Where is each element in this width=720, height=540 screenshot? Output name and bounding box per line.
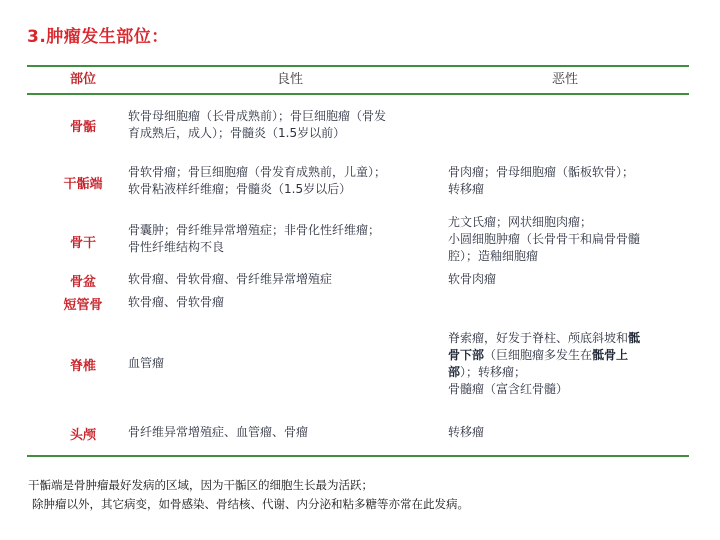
benign-cell: 软骨瘤、骨软骨瘤、骨纤维异常增殖症	[128, 272, 333, 286]
site-label: 脊椎	[69, 359, 96, 374]
header-malignant: 恶性	[552, 72, 579, 87]
site-label: 骨骺	[69, 120, 96, 135]
table-bottom-rule	[27, 455, 689, 457]
malignant-cell: 脊索瘤，好发于脊柱、颅底斜坡和骶 骨下部（巨细胞瘤多发生在骶骨上 部）；转移瘤； 骨髓瘤（富含红骨髓）	[448, 331, 641, 396]
malignant-cell: 骨肉瘤；骨母细胞瘤（骺板软骨）； 转移瘤	[448, 165, 635, 196]
site-label: 短管骨	[63, 298, 103, 313]
benign-cell: 骨软骨瘤；骨巨细胞瘤（骨发育成熟前，儿童）； 软骨粘液样纤维瘤；骨髓炎（1.5岁以后）	[128, 165, 387, 196]
table-header-rule	[27, 93, 689, 95]
site-label: 骨干	[69, 236, 96, 251]
page-title: 3.肿瘤发生部位：	[27, 27, 169, 47]
malignant-cell: 转移瘤	[448, 425, 485, 439]
table-top-rule	[27, 65, 689, 67]
benign-cell: 骨纤维异常增殖症、血管瘤、骨瘤	[128, 425, 309, 439]
malignant-cell: 软骨肉瘤	[448, 272, 497, 286]
benign-cell: 软骨瘤、骨软骨瘤	[128, 295, 225, 309]
benign-cell: 骨囊肿；骨纤维异常增殖症；非骨化性纤维瘤； 骨性纤维结构不良	[128, 223, 381, 254]
benign-cell: 软骨母细胞瘤（长骨成熟前）；骨巨细胞瘤（骨发 育成熟后，成人）；骨髓炎（1.5岁以前）	[128, 109, 387, 140]
footnote-line-1: 干骺端是骨肿瘤最好发病的区域，因为干骺区的细胞生长最为活跃；	[28, 478, 373, 492]
site-label: 干骺端	[63, 177, 103, 192]
malignant-cell: 尤文氏瘤；网状细胞肉瘤； 小圆细胞肿瘤（长骨骨干和扁骨骨髓 腔）；造釉细胞瘤	[448, 215, 641, 263]
header-benign: 良性	[277, 72, 304, 87]
footnote-line-2: 除肿瘤以外，其它病变，如骨感染、骨结核、代谢、内分泌和粘多糖等亦常在此发病。	[32, 497, 469, 511]
benign-cell: 血管瘤	[128, 356, 165, 370]
site-label: 头颅	[69, 428, 96, 443]
header-site: 部位	[69, 72, 96, 87]
site-label: 骨盆	[69, 275, 96, 290]
footnote	[28, 476, 469, 514]
